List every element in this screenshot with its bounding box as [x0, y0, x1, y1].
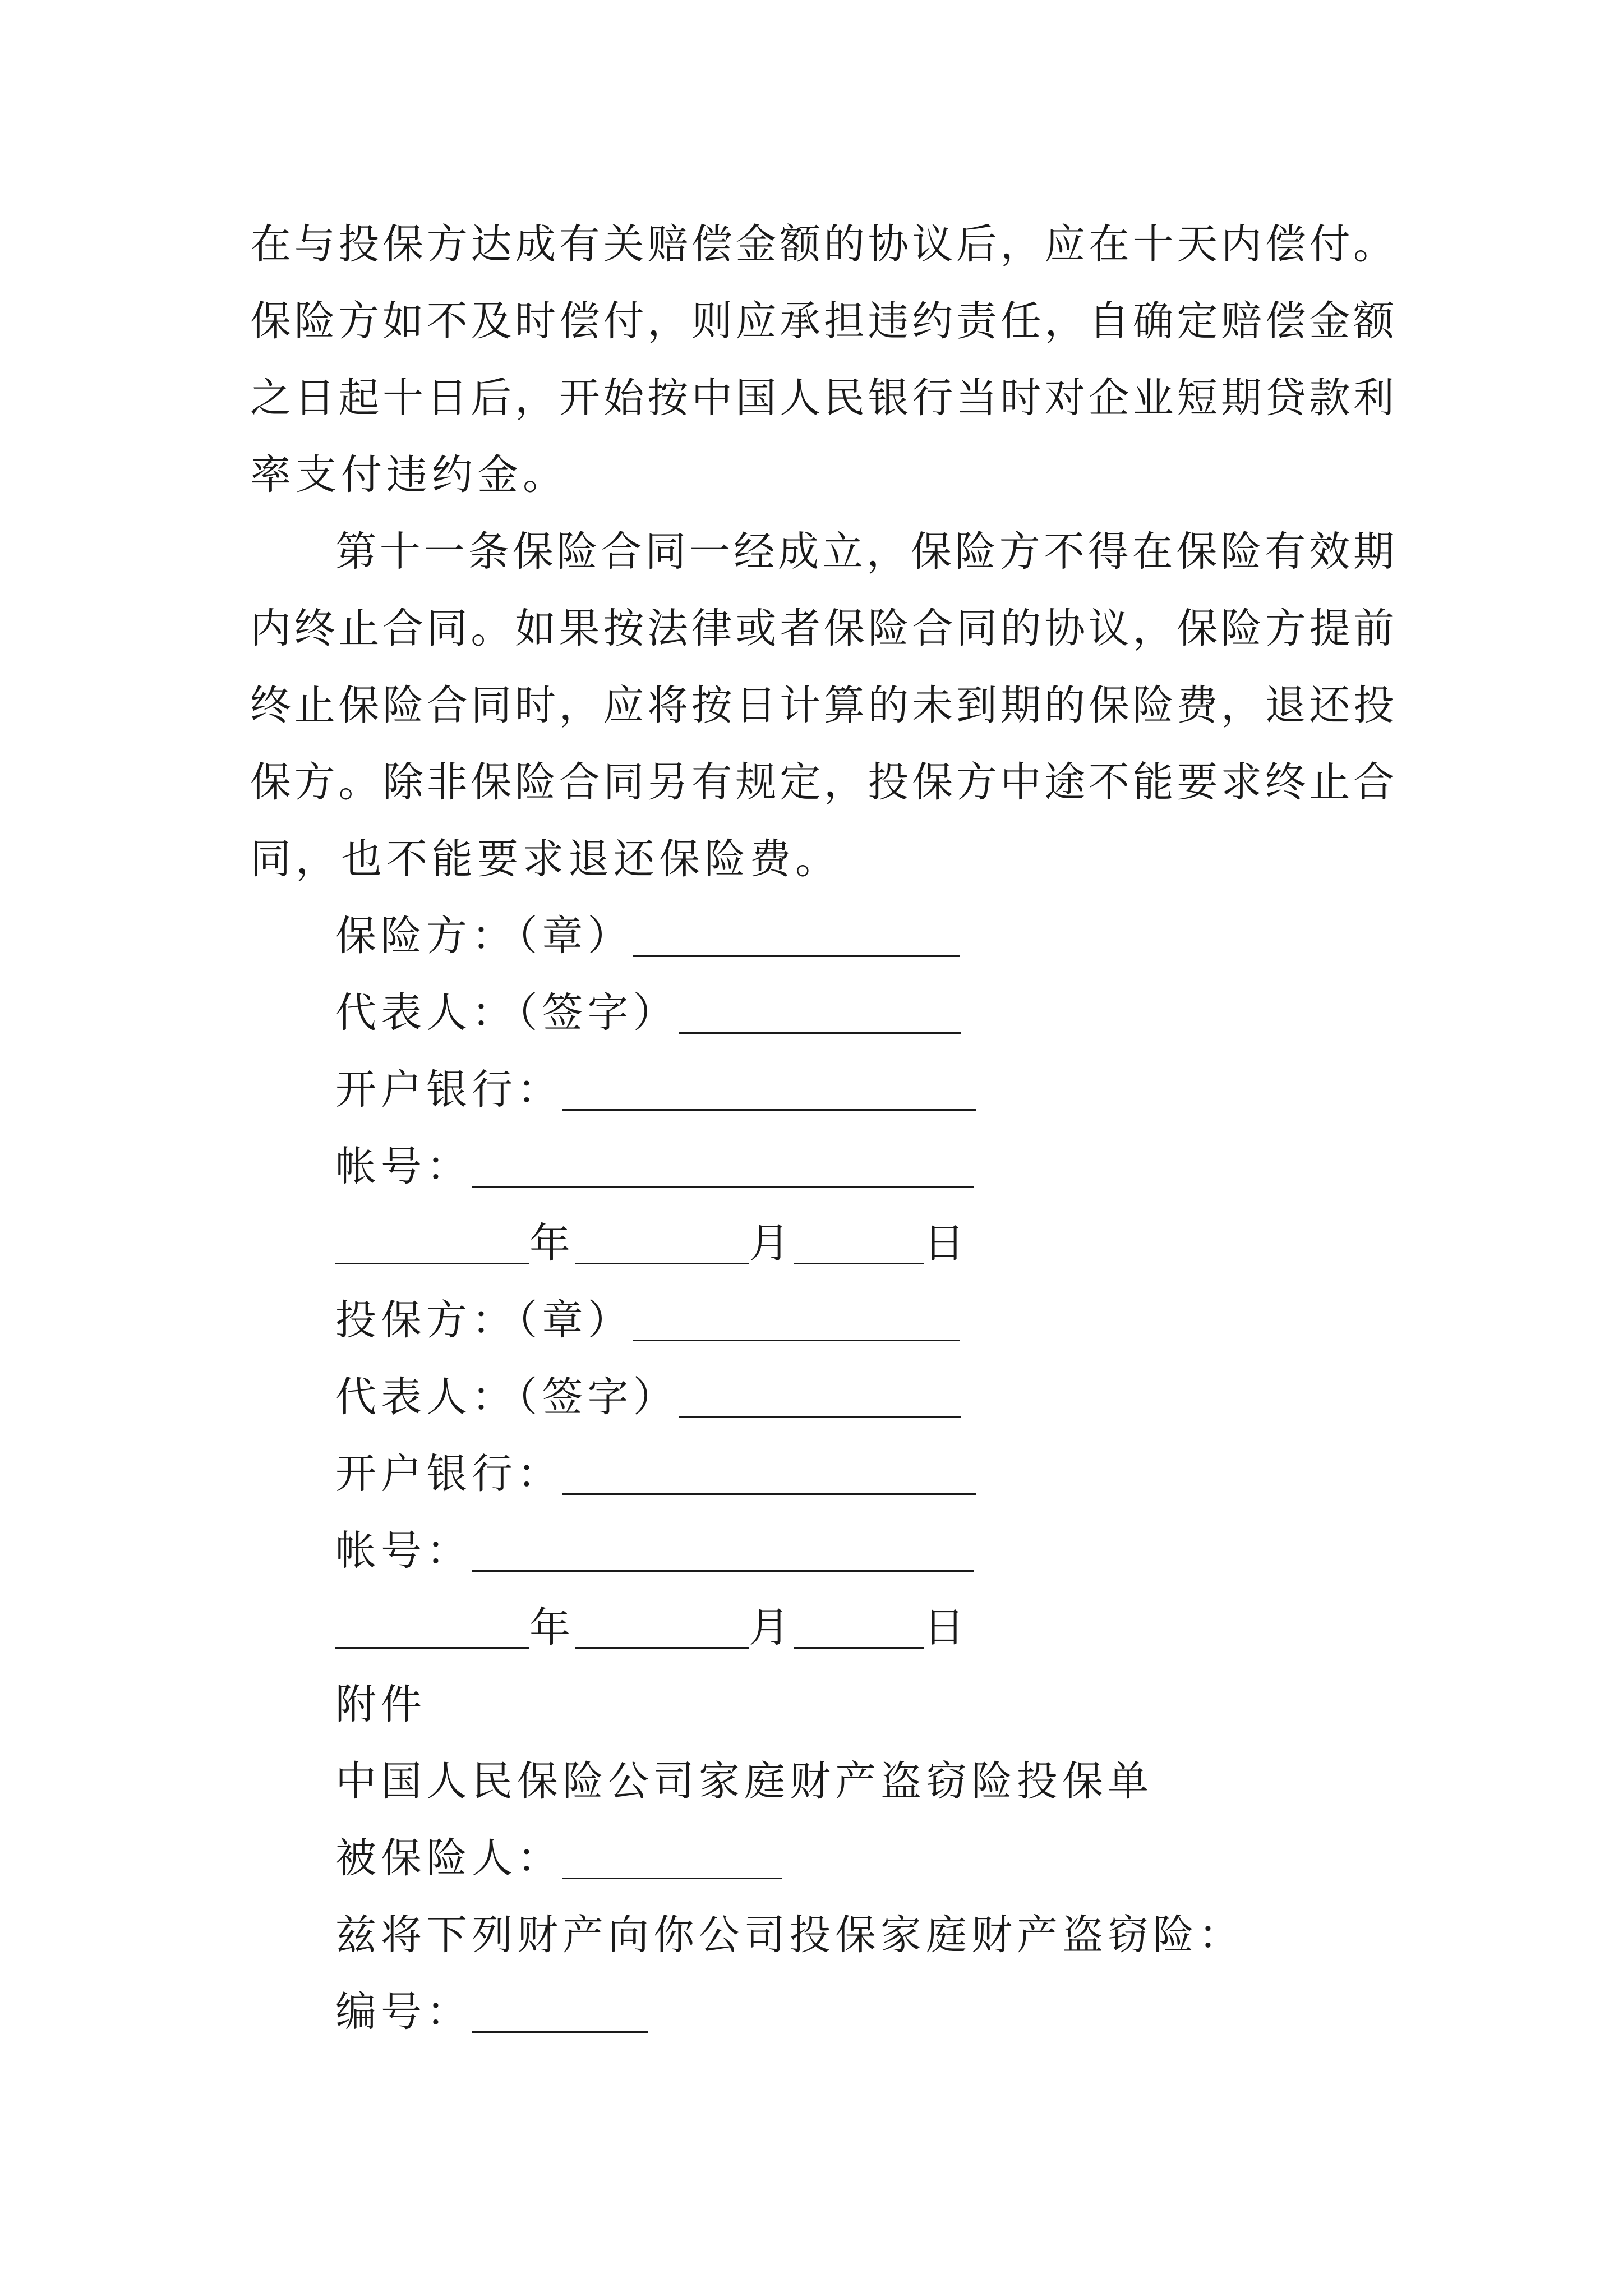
- text-line: 终止保险合同时，应将按日计算的未到期的保险费，退还投: [250, 682, 1394, 729]
- appendix-statement: 兹将下列财产向你公司投保家庭财产盗窃险：: [335, 1911, 1244, 1959]
- appendix-section: [250, 1666, 1394, 2050]
- insurer-representative-field: [250, 974, 1394, 1051]
- text-line: 率支付违约金。: [250, 451, 568, 499]
- field-label: 帐号：: [335, 1527, 472, 1575]
- text-blank[interactable]: [472, 1157, 974, 1188]
- month-label: 月: [749, 1604, 794, 1651]
- text-line: 保险方如不及时偿付，则应承担违约责任，自确定赔偿金额: [250, 297, 1394, 345]
- text-blank[interactable]: [472, 2002, 648, 2033]
- text-line: 在与投保方达成有关赔偿金额的协议后，应在十天内偿付。: [250, 220, 1394, 268]
- number-field: [250, 1973, 1394, 2050]
- month-blank[interactable]: [575, 1618, 749, 1649]
- insurer-account-field: [250, 1128, 1394, 1205]
- paragraph-article-11: [250, 513, 1394, 898]
- field-label: 代表人：（签字）: [335, 989, 679, 1037]
- applicant-signature-block: [250, 1282, 1394, 1666]
- paragraph-compensation: [250, 206, 1394, 513]
- insurer-date-field: [250, 1205, 1394, 1282]
- field-label: 投保方：（章）: [335, 1296, 633, 1344]
- field-label: 代表人：（签字）: [335, 1373, 679, 1421]
- applicant-account-field: [250, 1512, 1394, 1589]
- signature-blank[interactable]: [633, 926, 960, 957]
- month-label: 月: [749, 1220, 794, 1267]
- appendix-label: 附件: [335, 1681, 426, 1728]
- text-line: 内终止合同。如果按法律或者保险合同的协议，保险方提前: [250, 605, 1394, 652]
- field-label: 帐号：: [335, 1143, 472, 1190]
- field-label: 开户银行：: [335, 1450, 562, 1498]
- text-line: 同，也不能要求退还保险费。: [250, 835, 841, 883]
- text-blank[interactable]: [562, 1464, 976, 1495]
- applicant-representative-field: [250, 1359, 1394, 1435]
- field-label: 保险方：（章）: [335, 912, 633, 960]
- text-blank[interactable]: [562, 1848, 782, 1879]
- insurer-signature-block: [250, 898, 1394, 1282]
- year-label: 年: [529, 1604, 575, 1651]
- applicant-party-field: [250, 1282, 1394, 1359]
- insurer-bank-field: [250, 1051, 1394, 1128]
- field-label: 开户银行：: [335, 1066, 562, 1114]
- applicant-date-field: [250, 1589, 1394, 1666]
- year-label: 年: [529, 1220, 575, 1267]
- field-label: 被保险人：: [335, 1834, 562, 1882]
- applicant-bank-field: [250, 1435, 1394, 1512]
- year-blank[interactable]: [335, 1618, 529, 1649]
- text-blank[interactable]: [472, 1541, 974, 1572]
- year-blank[interactable]: [335, 1234, 529, 1264]
- day-label: 日: [924, 1220, 969, 1267]
- insurer-party-field: [250, 898, 1394, 974]
- signature-blank[interactable]: [633, 1310, 960, 1341]
- month-blank[interactable]: [575, 1234, 749, 1264]
- appendix-title: 中国人民保险公司家庭财产盗窃险投保单: [335, 1757, 1153, 1805]
- field-label: 编号：: [335, 1988, 472, 2036]
- text-line: 保方。除非保险合同另有规定，投保方中途不能要求终止合: [250, 758, 1394, 806]
- text-blank[interactable]: [562, 1080, 976, 1111]
- text-line: 之日起十日后，开始按中国人民银行当时对企业短期贷款利: [250, 374, 1394, 422]
- signature-blank[interactable]: [679, 1003, 961, 1034]
- day-label: 日: [924, 1604, 969, 1651]
- insured-field: [250, 1820, 1394, 1897]
- day-blank[interactable]: [794, 1618, 924, 1649]
- signature-blank[interactable]: [679, 1387, 961, 1418]
- day-blank[interactable]: [794, 1234, 924, 1264]
- text-line: 第十一条保险合同一经成立，保险方不得在保险有效期: [335, 528, 1394, 576]
